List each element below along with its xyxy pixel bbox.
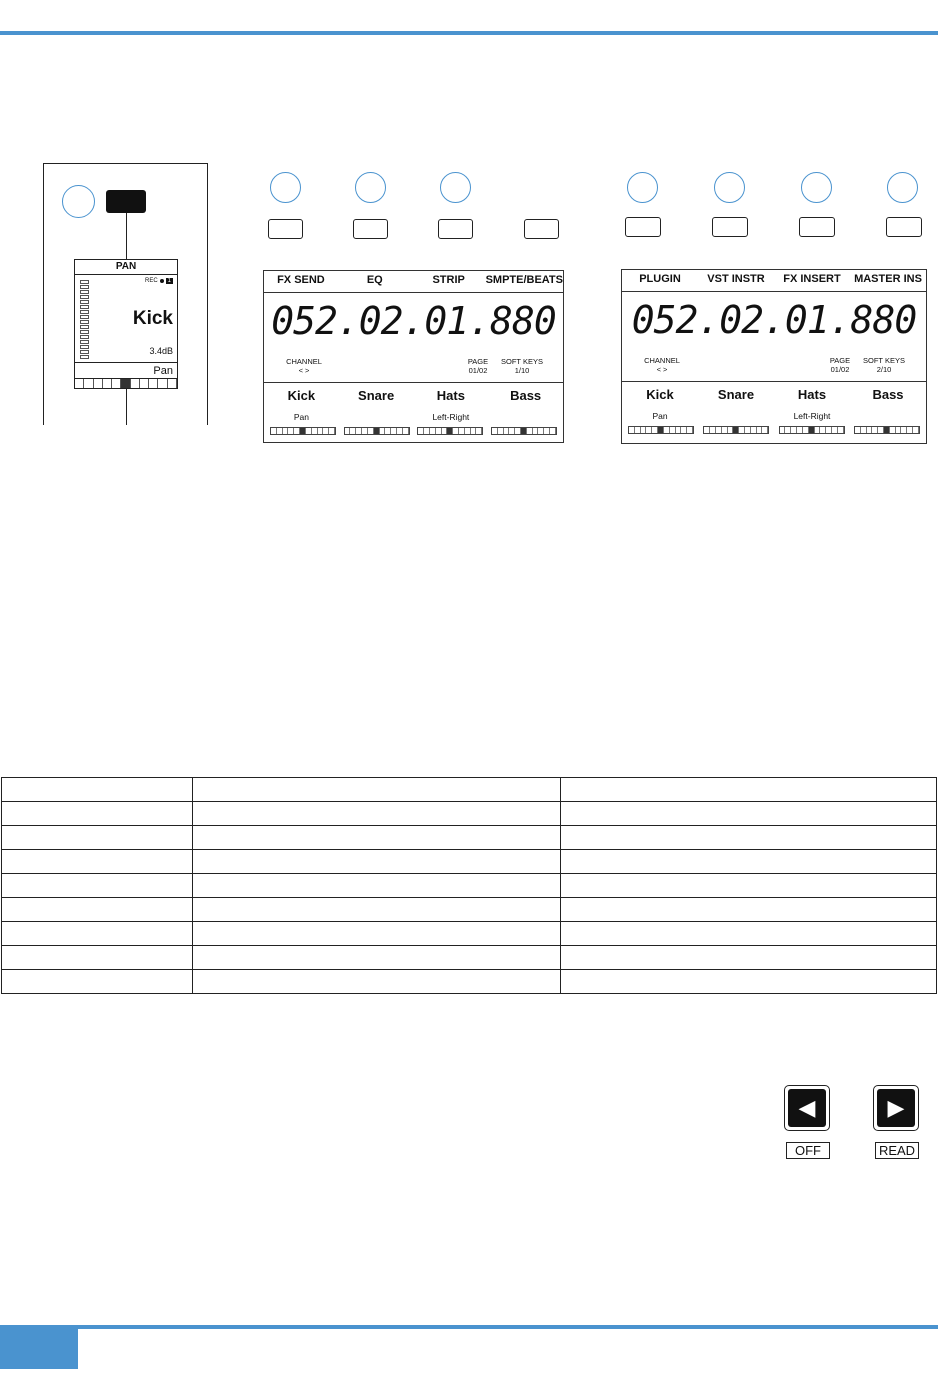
soft-key-5[interactable]: [625, 217, 661, 237]
rec-box: 1: [167, 278, 171, 284]
empty-table: [1, 777, 937, 994]
table-row: [2, 946, 937, 970]
pan-bars: [270, 427, 557, 435]
tab-vst-instr[interactable]: VST INSTR: [707, 273, 765, 285]
pan-bar: [344, 427, 410, 435]
page-label: PAGE: [829, 356, 851, 365]
pan-bar: [75, 378, 177, 389]
param-row: [264, 412, 563, 422]
softkeys-indicator: [498, 357, 546, 375]
param-label: Pan: [652, 411, 668, 421]
timecode-display: 052.02.01.880: [271, 299, 556, 343]
rec-label: REC: [144, 278, 158, 284]
channel-name: Hats: [436, 388, 465, 403]
channel-name: Kick: [646, 387, 674, 402]
pan-bar: [854, 426, 920, 434]
soft-key-7[interactable]: [799, 217, 835, 237]
read-label: READ: [875, 1142, 919, 1159]
table-row: [2, 970, 937, 994]
rec-indicator: [145, 278, 173, 284]
table-row: [2, 922, 937, 946]
tab-divider: [622, 291, 926, 292]
soft-key-2[interactable]: [353, 219, 388, 239]
pan-bar: [491, 427, 557, 435]
tab-row: [264, 274, 563, 286]
page-label: PAGE: [467, 357, 489, 366]
soft-key-6[interactable]: [712, 217, 748, 237]
param-label: Left-Right: [432, 412, 470, 422]
softkeys-indicator: [860, 356, 908, 374]
tab-row: [622, 273, 926, 285]
pan-bar: [779, 426, 845, 434]
connector-line: [126, 213, 127, 259]
triangle-left-icon: ◀: [788, 1089, 826, 1127]
connector-line: [126, 389, 127, 425]
track-name: Kick: [132, 308, 173, 329]
bottom-rule: [0, 1325, 938, 1329]
strip-select-key[interactable]: [106, 190, 146, 213]
rewind-key[interactable]: [784, 1085, 830, 1131]
page-value: 01/02: [830, 365, 850, 374]
strip-display: [74, 259, 178, 389]
channel-label: CHANNEL: [286, 357, 322, 366]
table-row: [2, 874, 937, 898]
off-label: OFF: [786, 1142, 830, 1159]
softkeys-label: SOFT KEYS: [863, 356, 905, 365]
page-indicator: [460, 357, 496, 375]
table-row: [2, 850, 937, 874]
channel-indicator: [278, 357, 330, 375]
channel-name: Bass: [872, 387, 904, 402]
lcd-panel-left: [263, 270, 564, 443]
tab-fx-insert[interactable]: FX INSERT: [783, 273, 841, 285]
encoder-knob-5[interactable]: [627, 172, 658, 203]
tab-strip[interactable]: STRIP: [432, 274, 465, 286]
param-row: [622, 411, 926, 421]
channel-name: Snare: [358, 388, 395, 403]
table-row: [2, 802, 937, 826]
lcd-panel-right: [621, 269, 927, 444]
channel-name: Bass: [510, 388, 542, 403]
encoder-knob-3[interactable]: [440, 172, 471, 203]
mode-label: Pan: [75, 362, 177, 378]
rec-dot-icon: [160, 279, 164, 283]
soft-key-8[interactable]: [886, 217, 922, 237]
page-value: 01/02: [468, 366, 488, 375]
channel-name: Kick: [287, 388, 316, 403]
table-row: [2, 826, 937, 850]
channel-arrows: < >: [656, 365, 668, 374]
top-rule: [0, 31, 938, 35]
tab-plugin[interactable]: PLUGIN: [639, 273, 681, 285]
channel-label: CHANNEL: [644, 356, 680, 365]
param-label: Pan: [293, 412, 309, 422]
tab-smpte-beats[interactable]: SMPTE/BEATS: [485, 274, 563, 286]
page-number-tab: [0, 1329, 78, 1369]
soft-key-1[interactable]: [268, 219, 303, 239]
strip-encoder-knob[interactable]: [62, 185, 95, 218]
strip-display-header: PAN: [75, 260, 177, 275]
encoder-knob-8[interactable]: [887, 172, 918, 203]
page-indicator: [822, 356, 858, 374]
channel-indicator: [636, 356, 688, 374]
encoder-knob-6[interactable]: [714, 172, 745, 203]
pan-bar: [417, 427, 483, 435]
channel-name: Hats: [797, 387, 827, 402]
encoder-knob-7[interactable]: [801, 172, 832, 203]
tab-fx-send[interactable]: FX SEND: [277, 274, 325, 286]
tab-master-ins[interactable]: MASTER INS: [854, 273, 922, 285]
channel-names: [622, 387, 926, 402]
table-row: [2, 778, 937, 802]
table-row: [2, 898, 937, 922]
encoder-knob-2[interactable]: [355, 172, 386, 203]
pan-bars: [628, 426, 920, 434]
channel-arrows: < >: [298, 366, 310, 375]
tab-divider: [264, 292, 563, 293]
soft-key-4[interactable]: [524, 219, 559, 239]
level-value: 3.4dB: [149, 346, 173, 356]
timecode-display: 052.02.01.880: [631, 298, 917, 342]
softkeys-value: 1/10: [514, 366, 530, 375]
forward-key[interactable]: [873, 1085, 919, 1131]
pan-bar: [270, 427, 336, 435]
channel-name: Snare: [717, 387, 755, 402]
triangle-right-icon: ▶: [877, 1089, 915, 1127]
channel-names: [264, 388, 563, 403]
pan-bar: [703, 426, 769, 434]
softkeys-label: SOFT KEYS: [501, 357, 543, 366]
softkeys-value: 2/10: [876, 365, 892, 374]
param-label: Left-Right: [793, 411, 831, 421]
tab-eq[interactable]: EQ: [366, 274, 383, 286]
pan-bar: [628, 426, 694, 434]
level-meter: [80, 280, 89, 358]
encoder-knob-1[interactable]: [270, 172, 301, 203]
soft-key-3[interactable]: [438, 219, 473, 239]
